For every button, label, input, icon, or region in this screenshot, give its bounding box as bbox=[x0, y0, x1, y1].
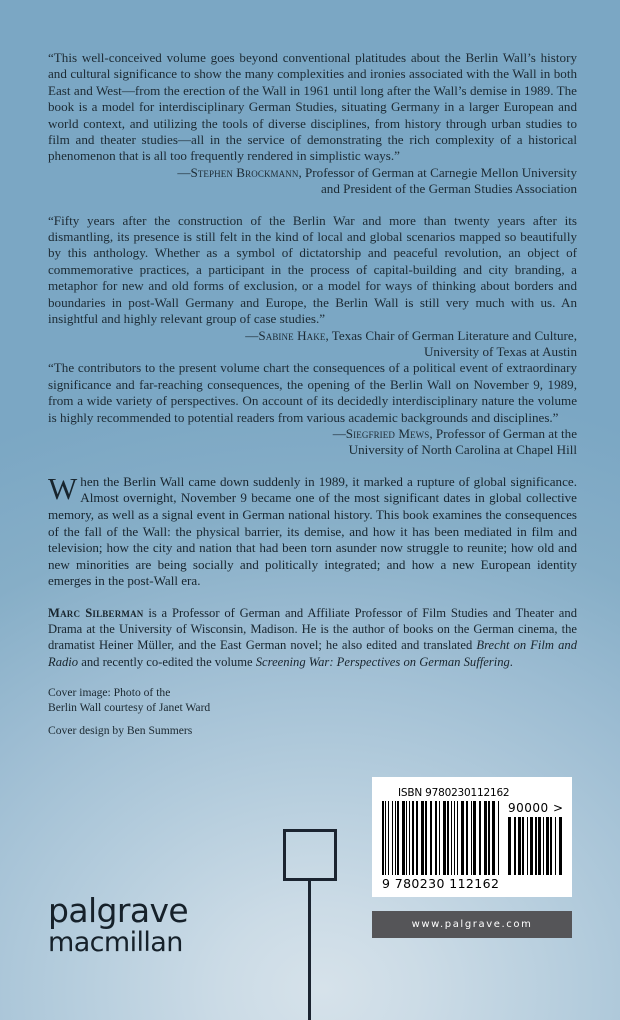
review-attribution-1-line2: and President of the German Studies Association bbox=[320, 181, 577, 197]
reviewer-affiliation-1: , Professor of German at Carnegie Mellon University bbox=[298, 164, 577, 180]
review-dash-3: — bbox=[332, 425, 346, 441]
review-dash-2: — bbox=[245, 327, 259, 343]
barcode-digits: 9 780230 112162 bbox=[382, 876, 500, 891]
reviewer-name-3: Siegfried Mews bbox=[345, 425, 430, 441]
description-drop-cap: W bbox=[48, 470, 78, 506]
reviewer-name-1: Stephen Brockmann bbox=[190, 164, 299, 180]
publisher-logo bbox=[48, 891, 189, 958]
description-text: hen the Berlin Wall came down suddenly in 1989, it marked a rupture of global significance. Almost overnight, November 9 became one of the most significant dates in global collective memory, as well as a signal event in German national history. This book examines the consequences of the fall of the Wall: the physical barrier, its demise, and how it has been mediated in film and television; how the city and nation that had been torn asunder now struggle to reunite; how old and new minorities are being socially and politically integrated; and how a new European identity emerges in the post-Wall era. bbox=[48, 473, 577, 589]
author-name: Marc Silberman bbox=[48, 605, 144, 620]
barcode-bars-addon bbox=[508, 817, 562, 875]
cover-design-credit: Cover design by Ben Summers bbox=[48, 723, 193, 737]
barcode-main bbox=[382, 801, 500, 891]
signpost-graphic bbox=[283, 829, 347, 1020]
review-attribution-3-line2: University of North Carolina at Chapel Hill bbox=[348, 442, 577, 458]
barcode-bars-main bbox=[382, 801, 500, 875]
cover-image-credit-line2: Berlin Wall courtesy of Janet Ward bbox=[48, 700, 211, 714]
signpost-plate-icon bbox=[283, 829, 337, 881]
review-attribution-2 bbox=[48, 328, 577, 344]
reviewer-affiliation-2: , Texas Chair of German Literature and Culture, bbox=[325, 327, 577, 343]
book-description bbox=[48, 470, 577, 590]
author-bio-part-1: is a Professor of German and Affiliate Professor of Film Studies and Theater and Drama at the University of Wisconsin, Madison. He is the author of books on the German cinema, the dramatist Heiner Müller, and the East German novel; he also edited and translated bbox=[48, 605, 577, 653]
review-attribution-3 bbox=[48, 426, 577, 442]
spacer bbox=[48, 670, 577, 685]
review-quote-2: “Fifty years after the construction of the Berlin War and more than twenty years after its dismantling, its presence is still felt in the kind of local and global scenarios mapped so beautifully by this anthology. Whether as a symbol of dictatorship and peaceful revolution, an object of commemorative practices, a participant in the process of capital-building and city branding, a metaphor for new and old forms of exclusion, or a model for ways of thinking about borders and boundaries in post-Wall Germany and Europe, the Berlin Wall is still very much with us. An insightful and highly relevant group of case studies.” bbox=[48, 212, 577, 327]
signpost-pole bbox=[308, 879, 311, 1020]
publisher-url-text: www.palgrave.com bbox=[411, 919, 533, 930]
publisher-name-macmillan: macmillan bbox=[48, 927, 183, 958]
spacer bbox=[48, 459, 577, 474]
author-bio-part-3: . bbox=[509, 654, 513, 669]
author-book-title-2: Screening War: Perspectives on German Suffering bbox=[255, 654, 510, 669]
barcode-row bbox=[382, 801, 562, 891]
reviewer-name-2: Sabine Hake bbox=[258, 327, 326, 343]
publisher-url-bar[interactable] bbox=[372, 911, 572, 938]
barcode-addon-number: 90000 > bbox=[508, 801, 564, 815]
review-attribution-1 bbox=[48, 165, 577, 181]
cover-credits bbox=[48, 685, 577, 738]
reviewer-affiliation-3: , Professor of German at the bbox=[429, 425, 577, 441]
review-attribution-2-line2: University of Texas at Austin bbox=[423, 343, 577, 359]
isbn-barcode-block bbox=[372, 777, 572, 897]
review-dash-1: — bbox=[177, 164, 191, 180]
cover-image-credit-line1: Cover image: Photo of the bbox=[48, 685, 171, 699]
review-quotes-section bbox=[48, 50, 577, 738]
author-bio-part-2: and recently co-edited the volume bbox=[78, 654, 256, 669]
isbn-label: ISBN 9780230112162 bbox=[398, 787, 510, 799]
spacer bbox=[48, 590, 577, 605]
spacer bbox=[48, 198, 577, 213]
spacer bbox=[48, 715, 577, 723]
author-book-title-1: Brecht on Film and Radio bbox=[48, 638, 577, 669]
publisher-name-palgrave: palgrave bbox=[48, 891, 189, 930]
author-biography bbox=[48, 605, 577, 670]
review-quote-3: “The contributors to the present volume chart the consequences of a political event of extraordinary significance and far-reaching consequences, the opening of the Berlin Wall on November 9, 1989, from a wide variety of perspectives. On account of its decidedly interdisciplinary nature the volume is highly recommended to potential readers from various academic backgrounds and disciplines.” bbox=[48, 360, 577, 425]
barcode-addon bbox=[508, 801, 562, 875]
review-quote-1: “This well-conceived volume goes beyond conventional platitudes about the Berlin Wall’s history and cultural significance to show the many complexities and ironies associated with the Wall in both East and West—from the erection of the Wall in 1961 until long after the Wall’s demise in 1989. The book is a model for interdisciplinary German Studies, situating Germany in a larger European and world context, and utilizing the tools of diverse disciplines, from history through urban studies to film and theater studies—all in the service of demonstrating the rich complexity of a historical phenomenon that is all too frequently rendered in simplistic ways.” bbox=[48, 50, 577, 164]
